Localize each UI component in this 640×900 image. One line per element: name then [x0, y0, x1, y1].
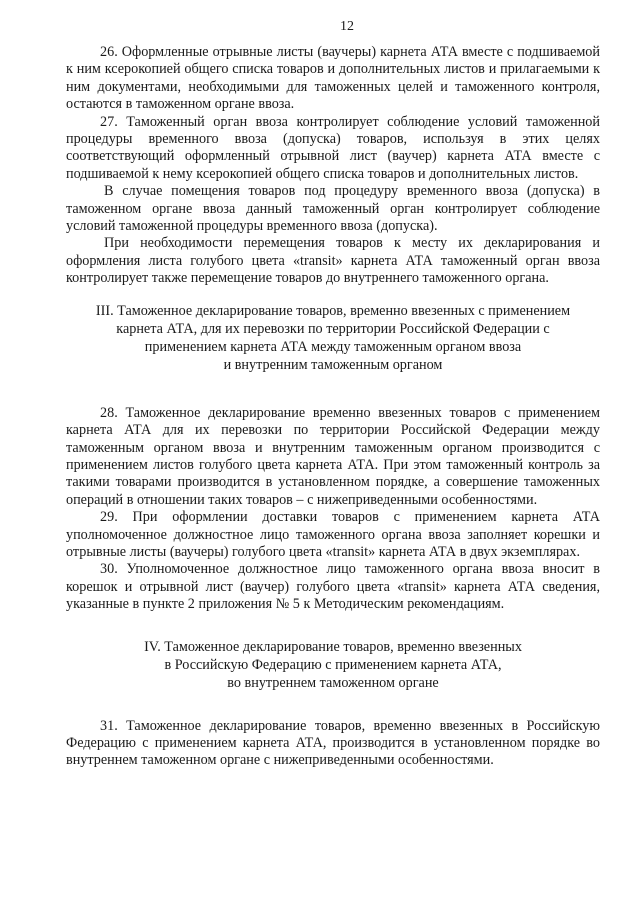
paragraph-26: 26. Оформленные отрывные листы (ваучеры) карнета АТА вместе с подшиваемой к ним ксерокопией общего списка товаров и дополнительных листов и прилагаемыми к ним документами, необходимыми для таможенных целей и таможенного контроля, остаются в таможенном органе ввоза.	[66, 44, 600, 113]
page-number: 12	[340, 19, 354, 34]
paragraph-27-movement: При необходимости перемещения товаров к месту их декларирования и оформления листа голубого цвета «transit» карнета АТА таможенный орган ввоза контролирует также перемещение товаров до внутреннего таможенного органа.	[66, 235, 600, 287]
spacer	[66, 692, 600, 718]
section-heading-3-line: применением карнета АТА между таможенным органом ввоза	[144, 338, 522, 355]
paragraph-31: 31. Таможенное декларирование товаров, временно ввезенных в Российскую Федерацию с применением карнета АТА, производится в установленном порядке во внутреннем таможенном органе с нижеприведенными особенностями.	[66, 717, 600, 769]
paragraph-29: 29. При оформлении доставки товаров с применением карнета АТА уполномоченное должностное лицо таможенного органа ввоза заполняет корешки и отрывные листы (ваучеры) голубого цвета «transit» карнета АТА в двух экземплярах.	[66, 509, 600, 560]
section-heading-4-line: в Российскую Федерацию с применением карнета АТА,	[164, 656, 502, 673]
spacer	[66, 37, 600, 44]
section-heading-4	[66, 638, 600, 692]
paragraph-28: 28. Таможенное декларирование временно ввезенных товаров с применением карнета АТА для их перевозки по территории Российской Федерации между таможенным органом ввоза и внутренним таможенным органом производится с применением листов голубого цвета карнета АТА. При этом таможенный контроль за такими товарами производится в установленном порядке, а совершение таможенных операций в отношении таких товаров – с нижеприведенными особенностями.	[66, 404, 600, 508]
section-heading-4-line: во внутреннем таможенном органе	[227, 674, 439, 691]
paragraph-27-placement: В случае помещения товаров под процедуру временного ввоза (допуска) в таможенном органе ввоза данный таможенный орган контролирует соблюдение условий таможенной процедуры временного ввоза (допуска).	[66, 183, 600, 235]
section-heading-4-line: IV. Таможенное декларирование товаров, временно ввезенных	[144, 638, 522, 655]
section-heading-3-line: и внутренним таможенным органом	[223, 356, 443, 373]
section-heading-3-line: карнета АТА, для их перевозки по территории Российской Федерации с	[116, 320, 550, 337]
document-page	[66, 0, 600, 770]
paragraph-group-top	[66, 44, 600, 288]
section-heading-3	[66, 302, 600, 374]
spacer	[66, 374, 600, 405]
paragraph-group-bottom	[66, 718, 600, 770]
paragraph-group-mid	[66, 405, 600, 614]
section-heading-3-line: III. Таможенное декларирование товаров, временно ввезенных с применением	[95, 302, 571, 319]
paragraph-30: 30. Уполномоченное должностное лицо таможенного органа ввоза вносит в корешок и отрывной лист (ваучер) голубого цвета «transit» карнета АТА сведения, указанные в пункте 2 приложения № 5 к Методическим рекомендациям.	[66, 561, 600, 613]
paragraph-27: 27. Таможенный орган ввоза контролирует соблюдение условий таможенной процедуры временного ввоза (допуска) товаров, используя в этих целях соответствующий оформленный отрывной лист (ваучер) карнета АТА вместе с подшиваемой к нему ксерокопией общего списка товаров и дополнительных листов.	[66, 113, 600, 182]
